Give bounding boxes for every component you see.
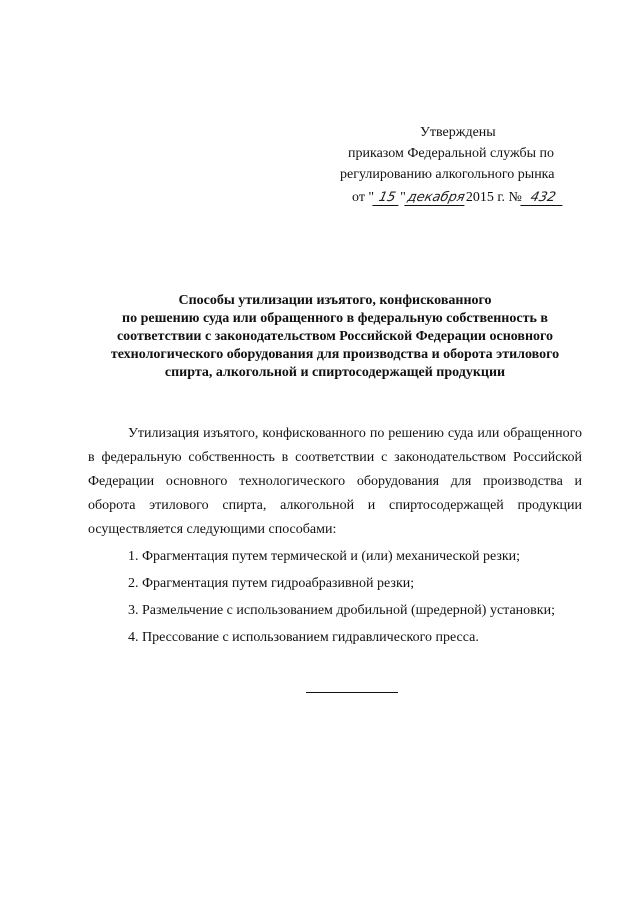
handwritten-month: декабря <box>405 190 467 205</box>
title-line: спирта, алкогольной и спиртосодержащей продукции <box>164 365 506 380</box>
title-line: по решению суда или обращенного в федеральную собственность в <box>122 311 548 326</box>
approval-authority: приказом Федеральной службы по <box>348 146 554 161</box>
methods-list <box>88 545 582 650</box>
list-item: 1. Фрагментация путем термической и (или) механической резки; <box>128 549 521 564</box>
order-date-line <box>352 190 564 206</box>
intro-paragraph: Утилизация изъятого, конфискованного по решению суда или обращенного в федеральную собственность в соответствии с законодательством Российской Федерации основного технологического оборудования для производства и оборота этилового спирта, алкогольной и спиртосодержащей продукции осуществляется следующими способами: <box>88 426 582 537</box>
title-line: технологического оборудования для производства и оборота этилового <box>110 347 560 362</box>
end-separator-line <box>306 692 398 693</box>
approval-authority-cont: регулированию алкогольного рынка <box>340 167 555 182</box>
list-item: 2. Фрагментация путем гидроабразивной резки; <box>128 576 415 591</box>
list-item: 3. Размельчение с использованием дробильной (шредерной) установки; <box>128 603 555 618</box>
date-prefix: от " <box>352 190 375 205</box>
document-title <box>88 292 582 382</box>
title-line: Способы утилизации изъятого, конфискованного <box>178 293 492 308</box>
handwritten-day: 15 <box>372 190 401 206</box>
approval-heading: Утверждены <box>420 125 496 140</box>
list-item: 4. Прессование с использованием гидравлического пресса. <box>128 630 479 645</box>
document-body <box>88 422 582 650</box>
handwritten-order-number: 432 <box>520 190 565 206</box>
date-year: 2015 г. № <box>465 190 522 205</box>
approval-block <box>340 122 610 185</box>
title-line: соответствии с законодательством Российской Федерации основного <box>116 329 554 344</box>
date-quote: " <box>400 190 406 205</box>
